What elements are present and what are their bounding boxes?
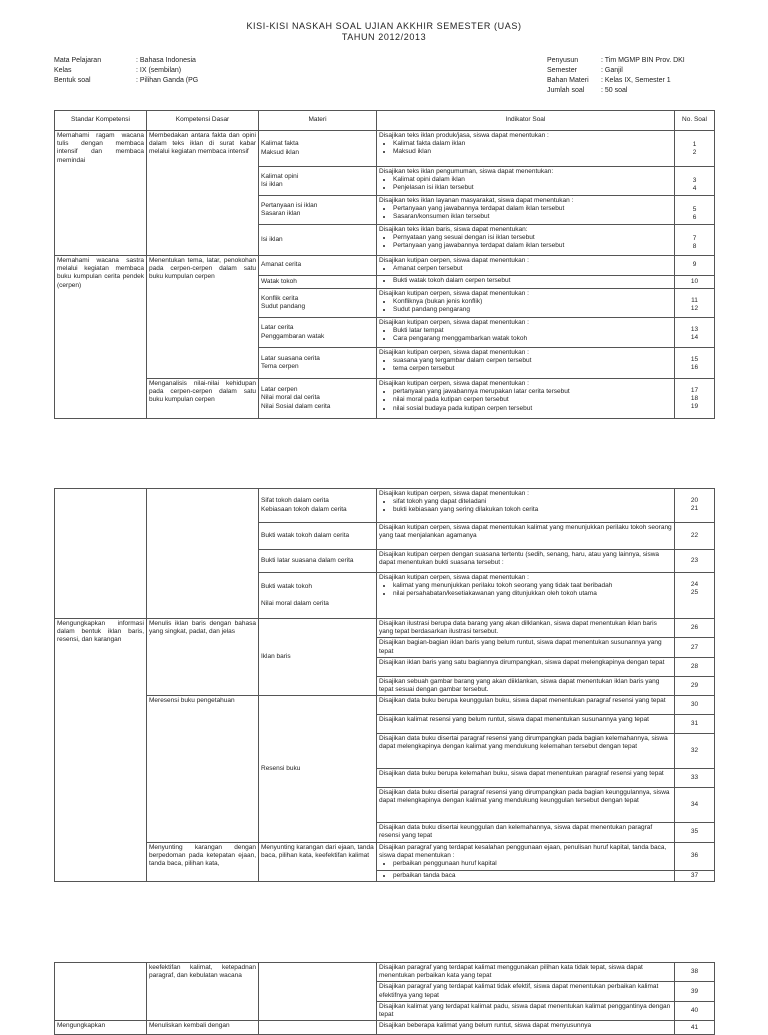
cell-indikator xyxy=(377,289,675,318)
cell-materi: Sifat tokoh dalam cerita Kebiasaan tokoh dalam cerita xyxy=(259,489,377,523)
cell-no-soal: 34 xyxy=(675,788,715,823)
cell-no-soal: 22 xyxy=(675,523,715,550)
indikator-item: • nilai sosial budaya pada kutipan cerpen tersebut xyxy=(393,405,672,413)
cell-no-soal: 27 xyxy=(675,638,715,657)
cell-materi: Bukti watak tokoh dalam cerita xyxy=(259,523,377,550)
grid-table-page-2 xyxy=(54,488,715,882)
meta-value: : Kelas IX, Semester 1 xyxy=(601,77,671,84)
cell-indikator: Disajikan sebuah gambar barang yang akan diiklankan, siswa dapat menentukan iklan baris yang tepat sesuai dengan gambar tersebut. xyxy=(377,676,675,695)
indikator-lead: Disajikan teks iklan layanan masyarakat, siswa dapat menentukan : xyxy=(379,197,574,204)
cell-indikator: Disajikan paragraf yang terdapat kalimat tidak efektif, siswa dapat menentukan perbaikan kalimat efektifnya yang tepat xyxy=(377,982,675,1001)
cell-indikator: Disajikan paragraf yang terdapat kalimat menggunakan pilihan kata tidak tepat, siswa dapat menentukan perbaikan kata yang tepat xyxy=(377,963,675,982)
cell-no-soal: 31 xyxy=(675,715,715,734)
indikator-lead: Disajikan teks iklan baris, siswa dapat menentukan: xyxy=(379,226,528,233)
cell-materi: Kalimat fakta Maksud iklan xyxy=(259,131,377,167)
cell-materi: Latar suasana cerita Tema cerpen xyxy=(259,348,377,379)
document-title: KISI-KISI NASKAH SOAL UJIAN AKKHIR SEMESTER (UAS) xyxy=(246,21,522,31)
indikator-item: • Cara pengarang menggambarkan watak tokoh xyxy=(393,335,672,343)
cell-materi: Latar cerita Penggambaran watak xyxy=(259,318,377,348)
cell-no-soal: 39 xyxy=(675,982,715,1001)
indikator-item: • Maksud iklan xyxy=(393,148,672,156)
grid-table-page-1 xyxy=(54,110,715,419)
indikator-item: • Pertanyaan yang jawabannya terdapat dalam iklan tersebut xyxy=(393,242,672,250)
cell-materi-empty xyxy=(259,1021,377,1035)
indikator-item: • perbaikan tanda baca xyxy=(393,872,672,880)
cell-no-soal: 7 8 xyxy=(675,225,715,256)
indikator-lead: Disajikan paragraf yang terdapat kesalahan penggunaan ejaan, penulisan huruf kapital, tanda baca, siswa dapat menentukan : xyxy=(379,843,667,859)
header-materi: Materi xyxy=(259,111,377,131)
cell-kd: Membedakan antara fakta dan opini dalam teks iklan di surat kabar melalui kegiatan membaca intensif xyxy=(147,131,259,256)
indikator-lead: Disajikan kutipan cerpen, siswa dapat menentukan : xyxy=(379,349,529,356)
indikator-item: • Sudut pandang pengarang xyxy=(393,306,672,314)
cell-indikator xyxy=(377,573,675,619)
cell-materi: Iklan baris xyxy=(259,619,377,696)
cell-sk-empty xyxy=(55,489,147,619)
cell-kd: Meresensi buku pengetahuan xyxy=(147,696,259,842)
cell-materi: Kalimat opini Isi iklan xyxy=(259,167,377,196)
cell-materi: Watak tokoh xyxy=(259,276,377,289)
cell-indikator: Disajikan ilustrasi berupa data barang yang akan dilklankan, siswa dapat menentukan iklan baris yang tepat berdasarkan ilustrasi tersebut. xyxy=(377,619,675,638)
cell-sk: Mengungkapkan informasi dalam bentuk iklan baris, resensi, dan karangan xyxy=(55,619,147,882)
indikator-lead: Disajikan kutipan cerpen, siswa dapat menentukan : xyxy=(379,574,529,581)
cell-no-soal: 33 xyxy=(675,769,715,788)
cell-no-soal: 20 21 xyxy=(675,489,715,523)
indikator-lead: Disajikan kutipan cerpen, siswa dapat menentukan : xyxy=(379,257,529,264)
indikator-item: • suasana yang tergambar dalam cerpen tersebut xyxy=(393,357,672,365)
header-indikator: Indikator Soal xyxy=(377,111,675,131)
cell-sk: Memahami wacana sastra melalui kegiatan membaca buku kumpulan cerita pendek (cerpen) xyxy=(55,256,147,419)
cell-no-soal: 41 xyxy=(675,1021,715,1035)
indikator-item: • pertanyaan yang jawabannya merupakan latar cerita tersebut xyxy=(393,388,672,396)
cell-no-soal: 29 xyxy=(675,676,715,695)
cell-materi: Pertanyaan isi iklan Sasaran iklan xyxy=(259,196,377,225)
cell-no-soal: 15 16 xyxy=(675,348,715,379)
grid-table-page-3 xyxy=(54,962,715,1035)
meta-label: Semester xyxy=(547,67,577,74)
meta-label: Penyusun xyxy=(547,57,579,64)
cell-materi: Amanat cerita xyxy=(259,256,377,276)
meta-label: Kelas xyxy=(54,67,72,74)
cell-indikator xyxy=(377,196,675,225)
cell-no-soal: 36 xyxy=(675,842,715,870)
cell-no-soal: 24 25 xyxy=(675,573,715,619)
cell-kd: Menulis iklan baris dengan bahasa yang singkat, padat, dan jelas xyxy=(147,619,259,696)
cell-indikator xyxy=(377,225,675,256)
cell-indikator: Disajikan data buku disertai keunggulan dan kelemahannya, siswa dapat menentukan paragraf resensi yang tepat xyxy=(377,823,675,842)
cell-no-soal: 28 xyxy=(675,657,715,676)
cell-no-soal: 3 4 xyxy=(675,167,715,196)
indikator-lead: Disajikan kutipan cerpen, siswa dapat menentukan : xyxy=(379,290,529,297)
cell-kd: Menganalisis nilai-nilai kehidupan pada cerpen-cerpen dalam satu buku kumpulan cerpen xyxy=(147,379,259,419)
cell-kd: Menuliskan kembali dengan xyxy=(147,1021,259,1035)
cell-materi: Bukti latar suasana dalam cerita xyxy=(259,550,377,573)
cell-indikator: Disajikan data buku berupa keunggulan buku, siswa dapat menentukan paragraf resensi yang tepat xyxy=(377,696,675,715)
indikator-item: • Sasaran/konsumen iklan tersebut xyxy=(393,213,672,221)
cell-no-soal: 40 xyxy=(675,1001,715,1020)
cell-materi: Menyunting karangan dari ejaan, tanda baca, pilihan kata, keefektifan kalimat xyxy=(259,842,377,881)
indikator-item: • Konfliknya (bukan jenis konflik) xyxy=(393,298,672,306)
cell-no-soal: 11 12 xyxy=(675,289,715,318)
cell-materi: Konflik cerita Sudut pandang xyxy=(259,289,377,318)
meta-value: : Tim MGMP BIN Prov. DKI xyxy=(601,57,685,64)
indikator-item: • Pertanyaan yang jawabannya terdapat dalam iklan tersebut xyxy=(393,205,672,213)
indikator-item: • Bukti watak tokoh dalam cerpen tersebut xyxy=(393,277,672,285)
meta-left xyxy=(54,56,198,86)
cell-indikator xyxy=(377,276,675,289)
cell-materi: Bukti watak tokoh Nilai moral dalam cerita xyxy=(259,573,377,619)
cell-indikator: Disajikan bagian-bagian iklan baris yang belum runtut, siswa dapat menentukan susunannya yang tepat xyxy=(377,638,675,657)
cell-kd: keefektifan kalimat, ketepadnan paragraf, dan kebulatan wacana xyxy=(147,963,259,1021)
cell-sk: Mengungkapkan xyxy=(55,1021,147,1035)
cell-no-soal: 38 xyxy=(675,963,715,982)
cell-indikator: Disajikan data buku disertai paragraf resensi yang dirumpangkan pada bagian kelemahannya, siswa dapat melengkapinya dengan kalimat yang mendukung kelemahan tersebut dengan tepat xyxy=(377,734,675,769)
meta-label: Bentuk soal xyxy=(54,77,91,84)
cell-kd: Menentukan tema, latar, penokohan pada cerpen-cerpen dalam satu buku kumpulan cerpen xyxy=(147,256,259,379)
indikator-item: • Kalimat fakta dalam iklan xyxy=(393,140,672,148)
cell-materi: Isi iklan xyxy=(259,225,377,256)
cell-indikator: Disajikan data buku berupa kelemahan buku, siswa dapat menentukan paragraf resensi yang tepat xyxy=(377,769,675,788)
meta-value: : Ganjil xyxy=(601,67,623,74)
indikator-item: • Bukti latar tempat xyxy=(393,327,672,335)
meta-value: : 50 soal xyxy=(601,87,628,94)
cell-indikator xyxy=(377,870,675,881)
indikator-item: • Amanat cerpen tersebut xyxy=(393,265,672,273)
indikator-item: • nilai persahabatan/kesetiakawanan yang ditunjukkan oleh tokoh utama xyxy=(393,590,672,598)
meta-right xyxy=(547,56,685,96)
cell-no-soal: 5 6 xyxy=(675,196,715,225)
document-year: TAHUN 2012/2013 xyxy=(341,32,427,42)
meta-label: Jumlah soal xyxy=(547,87,585,94)
cell-indikator xyxy=(377,256,675,276)
cell-no-soal: 23 xyxy=(675,550,715,573)
cell-no-soal: 17 18 19 xyxy=(675,379,715,419)
cell-kd: Menyunting karangan dengan berpedoman pada ketepatan ejaan, tanda baca, pilihan kata, xyxy=(147,842,259,881)
cell-no-soal: 13 14 xyxy=(675,318,715,348)
cell-indikator xyxy=(377,318,675,348)
cell-no-soal: 35 xyxy=(675,823,715,842)
cell-materi: Latar cerpen Nilai moral dal cerita Nilai Sosial dalam cerita xyxy=(259,379,377,419)
cell-sk: Memahami ragam wacana tulis dengan membaca intensif dan membaca memindai xyxy=(55,131,147,256)
indikator-item: • tema cerpen tersebut xyxy=(393,365,672,373)
indikator-item: • bukti kebiasaan yang sering dilakukan tokoh cerita xyxy=(393,506,672,514)
cell-indikator: Disajikan kutipan cerpen dengan suasana tertentu (sedih, senang, haru, atau yang lainnya, siswa dapat menentukan bukti suasana tersebut : xyxy=(377,550,675,573)
cell-indikator xyxy=(377,842,675,870)
header-sk: Standar Kompetensi xyxy=(55,111,147,131)
meta-label: Mata Pelajaran xyxy=(54,57,102,64)
header-no-soal: No. Soal xyxy=(675,111,715,131)
header-kd: Kompetensi Dasar xyxy=(147,111,259,131)
cell-indikator xyxy=(377,167,675,196)
cell-indikator: Disajikan iklan baris yang satu bagiannya dirumpangkan, siswa dapat melengkapinya dengan tepat xyxy=(377,657,675,676)
cell-no-soal: 10 xyxy=(675,276,715,289)
indikator-item: • nilai moral pada kutipan cerpen tersebut xyxy=(393,396,672,404)
cell-indikator: Disajikan beberapa kalimat yang belum runtut, siswa dapat menyusunnya xyxy=(377,1021,675,1035)
cell-materi-empty xyxy=(259,963,377,1021)
indikator-item: • perbaikan penggunaan huruf kapital xyxy=(393,860,672,868)
cell-indikator: Disajikan data buku disertai paragraf resensi yang dirumpangkan pada bagian keunggulannya, siswa dapat melengkapinya dengan kalimat yang mendukung keunggulan tersebut dengan tepat xyxy=(377,788,675,823)
indikator-item: • sifat tokoh yang dapat diteladani xyxy=(393,498,672,506)
indikator-item: • Pernyataan yang sesuai dengan isi iklan tersebut xyxy=(393,234,672,242)
indikator-lead: Disajikan teks iklan produk/jasa, siswa dapat menentukan : xyxy=(379,132,549,139)
indikator-lead: Disajikan kutipan cerpen, siswa dapat menentukan : xyxy=(379,380,529,387)
cell-indikator: Disajikan kalimat yang terdapat kalimat padu, siswa dapat menentukan kalimat penggantinya dengan tepat xyxy=(377,1001,675,1020)
indikator-lead: Disajikan teks iklan pengumuman, siswa dapat menentukan: xyxy=(379,168,554,175)
cell-indikator xyxy=(377,131,675,167)
cell-no-soal: 1 2 xyxy=(675,131,715,167)
meta-value: : IX (sembilan) xyxy=(136,67,182,74)
cell-kd-empty xyxy=(147,489,259,619)
cell-materi: Resensi buku xyxy=(259,696,377,842)
cell-indikator: Disajikan kalimat resensi yang belum runtut, siswa dapat menentukan susunannya yang tepat xyxy=(377,715,675,734)
cell-indikator xyxy=(377,379,675,419)
indikator-lead: Disajikan kutipan cerpen, siswa dapat menentukan : xyxy=(379,490,529,497)
cell-no-soal: 9 xyxy=(675,256,715,276)
cell-no-soal: 26 xyxy=(675,619,715,638)
cell-sk-empty xyxy=(55,963,147,1021)
indikator-item: • Kalimat opini dalam iklan xyxy=(393,176,672,184)
cell-indikator: Disajikan kutipan cerpen, siswa dapat menentukan kalimat yang menunjukkan perilaku tokoh seorang yang taat menjalankan agamanya xyxy=(377,523,675,550)
cell-no-soal: 32 xyxy=(675,734,715,769)
meta-label: Bahan Materi xyxy=(547,77,589,84)
indikator-item: • kalimat yang menunjukkan perilaku tokoh seorang yang tidak taat beribadah xyxy=(393,582,672,590)
indikator-lead: Disajikan kutipan cerpen, siswa dapat menentukan : xyxy=(379,319,529,326)
cell-no-soal: 37 xyxy=(675,870,715,881)
cell-indikator xyxy=(377,348,675,379)
cell-no-soal: 30 xyxy=(675,696,715,715)
cell-indikator xyxy=(377,489,675,523)
indikator-item: • Penjelasan isi iklan tersebut xyxy=(393,184,672,192)
meta-value: : Pilihan Ganda (PG xyxy=(136,77,199,84)
meta-value: : Bahasa Indonesia xyxy=(136,57,196,64)
